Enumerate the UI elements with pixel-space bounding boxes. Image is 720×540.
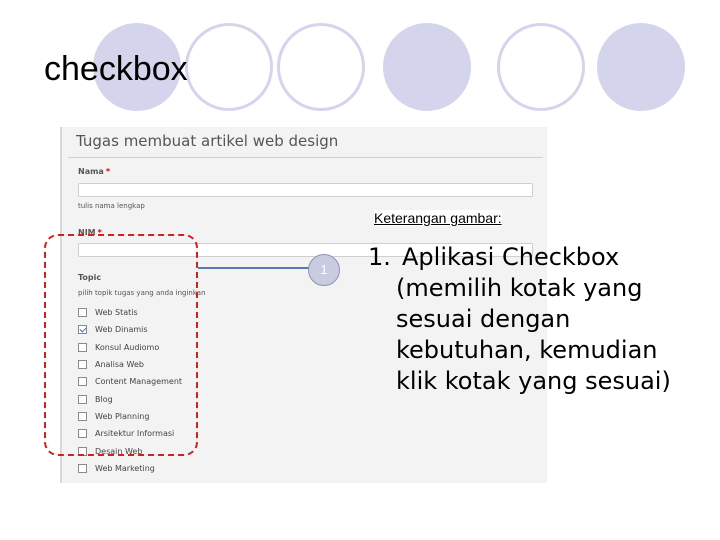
name-label-text: Nama — [78, 167, 104, 176]
callout-number-badge: 1 — [308, 254, 340, 286]
decorative-circle-3 — [277, 23, 365, 111]
topic-checkbox[interactable] — [78, 464, 87, 473]
topic-label-text: Analisa Web — [95, 360, 144, 370]
nim-required-mark: * — [97, 228, 102, 237]
checkbox-highlight-outline — [44, 234, 198, 456]
topic-label-text: Content Management — [95, 377, 183, 387]
figure-caption: Keterangan gambar: — [374, 210, 502, 226]
name-required-mark: * — [105, 167, 111, 176]
decorative-circle-2 — [185, 23, 273, 111]
nim-label-text: NIM — [78, 228, 96, 237]
description-line-5: klik kotak yang sesuai) — [396, 367, 671, 395]
description-item-text — [368, 242, 713, 397]
form-divider — [68, 157, 543, 158]
name-input[interactable] — [78, 183, 533, 197]
topic-row[interactable] — [78, 460, 182, 477]
description-list-item — [368, 242, 713, 397]
topic-label-text: Web Statis — [95, 308, 138, 318]
decorative-circle-6 — [597, 23, 685, 111]
name-label — [78, 167, 110, 176]
topic-label-text: Web Marketing — [95, 463, 155, 473]
decorative-circle-4 — [383, 23, 471, 111]
topic-hint: pilih topik tugas yang anda inginkan — [78, 289, 206, 297]
topic-label: Topic — [78, 273, 102, 282]
name-hint: tulis nama lengkap — [78, 202, 145, 210]
topic-label-text: Blog — [95, 394, 113, 404]
decorative-circle-5 — [497, 23, 585, 111]
description-line-3: sesuai dengan — [396, 305, 571, 333]
description-item-number: 1. — [368, 243, 391, 271]
topic-label-text: Desain Web — [95, 446, 143, 456]
description-line-4: kebutuhan, kemudian — [396, 336, 658, 364]
callout-connector-line — [198, 267, 310, 269]
topic-label-text: Arsitektur Informasi — [95, 429, 175, 439]
topic-label-text: Web Dinamis — [95, 325, 148, 335]
form-title: Tugas membuat artikel web design — [76, 132, 339, 150]
description-line-2: (memilih kotak yang — [396, 274, 643, 302]
description-line-1: Aplikasi Checkbox — [402, 243, 620, 271]
topic-label-text: Konsul Audiomo — [95, 342, 160, 352]
slide-title: checkbox — [44, 50, 188, 88]
topic-label-text: Web Planning — [95, 411, 150, 421]
